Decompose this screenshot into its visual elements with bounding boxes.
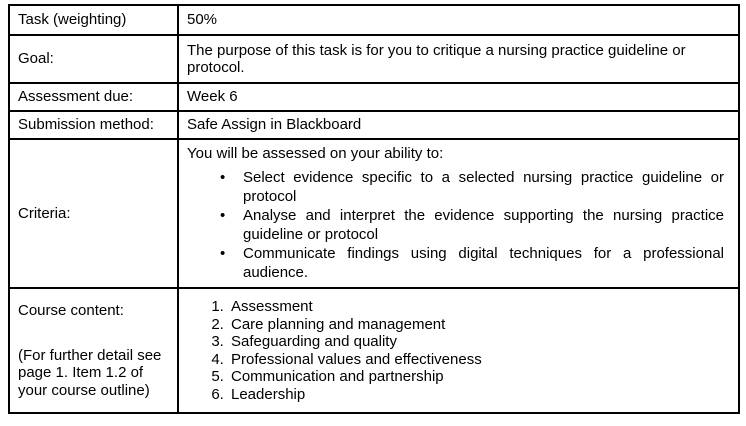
row-label-criteria: Criteria: xyxy=(9,139,178,288)
row-value-assessment-due: Week 6 xyxy=(178,83,739,111)
list-item: 3. Safeguarding and quality xyxy=(228,333,734,351)
row-value-submission-method: Safe Assign in Blackboard xyxy=(178,111,739,139)
row-label-assessment-due: Assessment due: xyxy=(9,83,178,111)
assessment-task-table xyxy=(8,4,740,414)
criteria-bullet-list xyxy=(187,168,734,282)
criteria-bullet-text: Select evidence specific to a selected nursing practice guideline or protocol xyxy=(243,168,724,205)
row-value-criteria xyxy=(178,139,739,288)
course-content-note: (For further detail see page 1. Item 1.2 of your course outline) xyxy=(18,346,162,399)
table-row xyxy=(9,288,739,413)
bullet-icon: • xyxy=(220,206,226,224)
list-item: 5. Communication and partnership xyxy=(228,368,734,386)
bullet-icon: • xyxy=(220,168,226,186)
row-label-course-content xyxy=(9,288,178,413)
course-content-label: Course content: xyxy=(18,302,124,319)
row-value-goal: The purpose of this task is for you to critique a nursing practice guideline or protocol. xyxy=(178,35,739,83)
row-label-task-weighting: Task (weighting) xyxy=(9,5,178,35)
row-label-goal: Goal: xyxy=(9,35,178,83)
table-row xyxy=(9,83,739,111)
table-row xyxy=(9,111,739,139)
criteria-bullet-text: Analyse and interpret the evidence supporting the nursing practice guideline or protocol xyxy=(243,206,724,243)
criteria-intro: You will be assessed on your ability to: xyxy=(187,145,444,163)
list-item: 2. Care planning and management xyxy=(228,316,734,334)
list-item xyxy=(187,206,734,244)
list-item xyxy=(187,244,734,282)
course-content-list xyxy=(187,298,734,403)
bullet-icon: • xyxy=(220,244,226,262)
list-item: 4. Professional values and effectiveness xyxy=(228,351,734,369)
row-label-submission-method: Submission method: xyxy=(9,111,178,139)
list-item: 1. Assessment xyxy=(228,298,734,316)
criteria-bullet-text: Communicate findings using digital techniques for a professional audience. xyxy=(243,244,724,281)
row-value-task-weighting: 50% xyxy=(178,5,739,35)
table-row xyxy=(9,5,739,35)
list-item xyxy=(187,168,734,206)
table-row xyxy=(9,139,739,288)
table-row xyxy=(9,35,739,83)
document-page xyxy=(0,4,746,426)
list-item: 6. Leadership xyxy=(228,386,734,404)
row-value-course-content xyxy=(178,288,739,413)
